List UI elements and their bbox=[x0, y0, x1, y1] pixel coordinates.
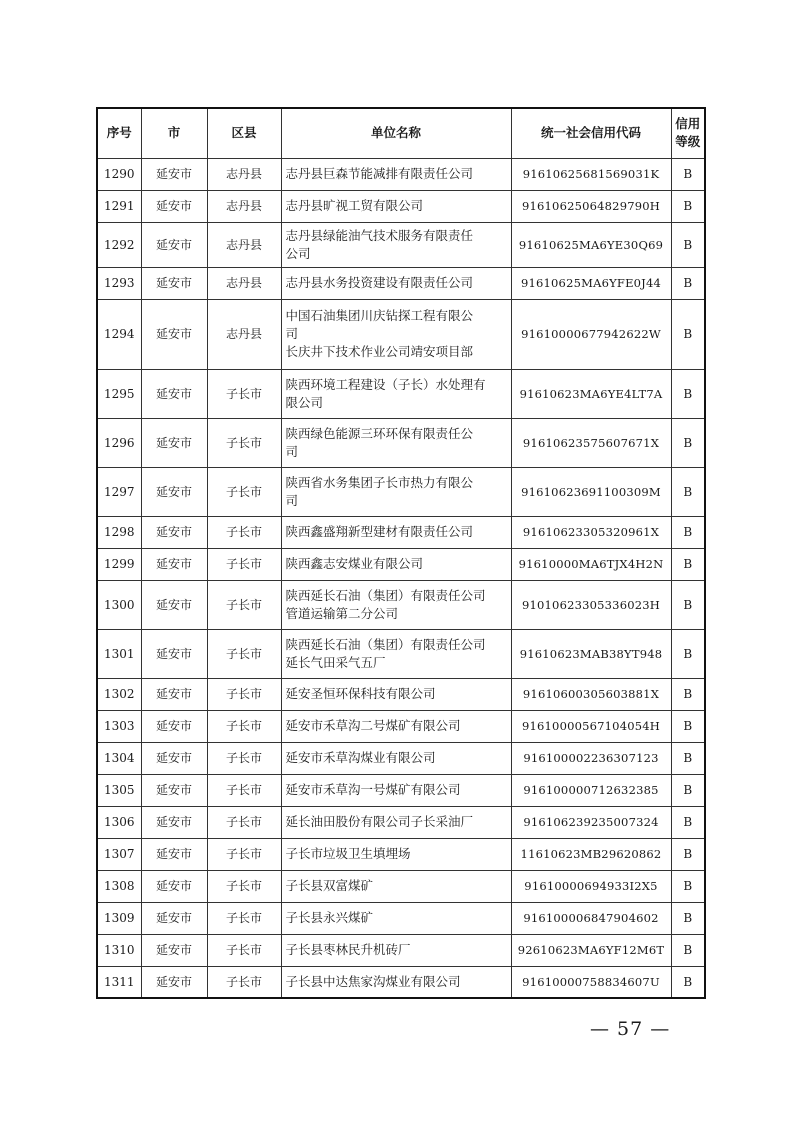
cell-credit-code: 916106239235007324 bbox=[511, 806, 671, 838]
cell-county: 子长市 bbox=[207, 774, 281, 806]
cell-city: 延安市 bbox=[141, 629, 207, 678]
cell-credit-grade: B bbox=[671, 902, 705, 934]
cell-city: 延安市 bbox=[141, 710, 207, 742]
cell-credit-code: 91010623305336023H bbox=[511, 580, 671, 629]
cell-unit-name bbox=[281, 710, 511, 742]
unit-name-line: 限公司 bbox=[285, 394, 324, 410]
cell-credit-grade: B bbox=[671, 516, 705, 548]
unit-name-line: 子长县双富煤矿 bbox=[285, 878, 374, 893]
cell-serial-number: 1297 bbox=[97, 467, 141, 516]
cell-county: 志丹县 bbox=[207, 299, 281, 369]
cell-credit-grade: B bbox=[671, 629, 705, 678]
unit-name-line: 公司 bbox=[285, 245, 311, 261]
cell-unit-name bbox=[281, 580, 511, 629]
cell-unit-name bbox=[281, 516, 511, 548]
cell-unit-name bbox=[281, 678, 511, 710]
cell-serial-number: 1292 bbox=[97, 222, 141, 267]
unit-name-line: 管道运输第二分公司 bbox=[285, 605, 399, 621]
cell-credit-grade: B bbox=[671, 418, 705, 467]
header-credit-grade bbox=[671, 108, 705, 158]
cell-unit-name bbox=[281, 838, 511, 870]
cell-credit-code: 11610623MB29620862 bbox=[511, 838, 671, 870]
cell-serial-number: 1290 bbox=[97, 158, 141, 190]
cell-credit-code: 91610625MA6YFE0J44 bbox=[511, 267, 671, 299]
cell-serial-number: 1296 bbox=[97, 418, 141, 467]
table-row bbox=[97, 629, 705, 678]
cell-city: 延安市 bbox=[141, 678, 207, 710]
cell-serial-number: 1294 bbox=[97, 299, 141, 369]
cell-city: 延安市 bbox=[141, 902, 207, 934]
cell-unit-name bbox=[281, 369, 511, 418]
table-row bbox=[97, 467, 705, 516]
cell-county: 子长市 bbox=[207, 934, 281, 966]
cell-city: 延安市 bbox=[141, 222, 207, 267]
cell-credit-code: 92610623MA6YF12M6T bbox=[511, 934, 671, 966]
cell-city: 延安市 bbox=[141, 742, 207, 774]
unit-name-line: 中国石油集团川庆钻探工程有限公 bbox=[285, 308, 474, 323]
cell-credit-code: 91610623305320961X bbox=[511, 516, 671, 548]
cell-credit-grade: B bbox=[671, 580, 705, 629]
unit-name-line: 子长县中达焦家沟煤业有限公司 bbox=[285, 973, 461, 989]
cell-city: 延安市 bbox=[141, 516, 207, 548]
unit-name-line: 延安市禾草沟煤业有限公司 bbox=[285, 750, 436, 765]
cell-unit-name bbox=[281, 158, 511, 190]
header-county: 区县 bbox=[207, 108, 281, 158]
cell-credit-code: 91610600305603881X bbox=[511, 678, 671, 710]
table-row bbox=[97, 870, 705, 902]
cell-unit-name bbox=[281, 418, 511, 467]
cell-serial-number: 1300 bbox=[97, 580, 141, 629]
cell-county: 子长市 bbox=[207, 710, 281, 742]
unit-name-line: 长庆井下技术作业公司靖安项目部 bbox=[285, 344, 474, 359]
cell-city: 延安市 bbox=[141, 806, 207, 838]
table-row bbox=[97, 418, 705, 467]
cell-county: 子长市 bbox=[207, 467, 281, 516]
cell-city: 延安市 bbox=[141, 158, 207, 190]
unit-name-line: 子长市垃圾卫生填埋场 bbox=[285, 846, 411, 861]
cell-unit-name bbox=[281, 870, 511, 902]
cell-county: 志丹县 bbox=[207, 267, 281, 299]
unit-name-line: 志丹县旷视工贸有限公司 bbox=[285, 198, 424, 213]
cell-serial-number: 1307 bbox=[97, 838, 141, 870]
unit-name-line: 志丹县水务投资建设有限责任公司 bbox=[285, 275, 474, 290]
cell-serial-number: 1309 bbox=[97, 902, 141, 934]
cell-serial-number: 1301 bbox=[97, 629, 141, 678]
cell-credit-grade: B bbox=[671, 548, 705, 580]
cell-unit-name bbox=[281, 806, 511, 838]
cell-county: 子长市 bbox=[207, 902, 281, 934]
unit-name-line: 司 bbox=[285, 326, 299, 341]
cell-credit-grade: B bbox=[671, 742, 705, 774]
cell-city: 延安市 bbox=[141, 580, 207, 629]
cell-serial-number: 1299 bbox=[97, 548, 141, 580]
table-row bbox=[97, 580, 705, 629]
cell-serial-number: 1308 bbox=[97, 870, 141, 902]
cell-serial-number: 1304 bbox=[97, 742, 141, 774]
table-row bbox=[97, 158, 705, 190]
cell-credit-code: 91610000MA6TJX4H2N bbox=[511, 548, 671, 580]
cell-credit-code: 916100002236307123 bbox=[511, 742, 671, 774]
table-row bbox=[97, 369, 705, 418]
table-row bbox=[97, 299, 705, 369]
cell-credit-code: 91610625681569031K bbox=[511, 158, 671, 190]
cell-credit-grade: B bbox=[671, 966, 705, 998]
cell-county: 子长市 bbox=[207, 629, 281, 678]
table-row bbox=[97, 516, 705, 548]
table-row bbox=[97, 190, 705, 222]
cell-credit-code: 91610623691100309M bbox=[511, 467, 671, 516]
cell-unit-name bbox=[281, 190, 511, 222]
cell-unit-name bbox=[281, 902, 511, 934]
cell-city: 延安市 bbox=[141, 369, 207, 418]
table-header-row bbox=[97, 108, 705, 158]
cell-credit-code: 91610625MA6YE30Q69 bbox=[511, 222, 671, 267]
cell-credit-grade: B bbox=[671, 190, 705, 222]
cell-unit-name bbox=[281, 774, 511, 806]
unit-name-line: 延安市禾草沟一号煤矿有限公司 bbox=[285, 782, 461, 797]
cell-city: 延安市 bbox=[141, 966, 207, 998]
cell-city: 延安市 bbox=[141, 190, 207, 222]
cell-county: 子长市 bbox=[207, 678, 281, 710]
unit-name-line: 志丹县绿能油气技术服务有限责任 bbox=[285, 227, 474, 243]
cell-city: 延安市 bbox=[141, 934, 207, 966]
unit-name-line: 志丹县巨森节能减排有限责任公司 bbox=[285, 166, 474, 181]
cell-unit-name bbox=[281, 222, 511, 267]
cell-serial-number: 1306 bbox=[97, 806, 141, 838]
cell-city: 延安市 bbox=[141, 418, 207, 467]
cell-credit-code: 91610623575607671X bbox=[511, 418, 671, 467]
cell-county: 子长市 bbox=[207, 418, 281, 467]
unit-name-line: 陕西绿色能源三环环保有限责任公 bbox=[285, 425, 474, 441]
table-row bbox=[97, 742, 705, 774]
cell-county: 志丹县 bbox=[207, 190, 281, 222]
cell-credit-code: 916100000712632385 bbox=[511, 774, 671, 806]
header-city: 市 bbox=[141, 108, 207, 158]
cell-credit-grade: B bbox=[671, 678, 705, 710]
cell-credit-code: 916100006847904602 bbox=[511, 902, 671, 934]
cell-county: 志丹县 bbox=[207, 158, 281, 190]
cell-city: 延安市 bbox=[141, 838, 207, 870]
header-credit-grade-line1: 信用 bbox=[675, 116, 701, 132]
cell-credit-grade: B bbox=[671, 838, 705, 870]
cell-serial-number: 1303 bbox=[97, 710, 141, 742]
cell-serial-number: 1298 bbox=[97, 516, 141, 548]
table-row bbox=[97, 267, 705, 299]
table-row bbox=[97, 678, 705, 710]
unit-name-line: 延长油田股份有限公司子长采油厂 bbox=[285, 814, 474, 829]
unit-name-line: 陕西延长石油（集团）有限责任公司 bbox=[285, 587, 486, 603]
cell-credit-code: 91610000567104054H bbox=[511, 710, 671, 742]
cell-credit-grade: B bbox=[671, 299, 705, 369]
credit-rating-table bbox=[96, 107, 706, 999]
unit-name-line: 陕西鑫志安煤业有限公司 bbox=[285, 556, 424, 571]
cell-credit-code: 91610000758834607U bbox=[511, 966, 671, 998]
header-unit-name: 单位名称 bbox=[281, 108, 511, 158]
cell-credit-grade: B bbox=[671, 369, 705, 418]
cell-credit-code: 91610000694933I2X5 bbox=[511, 870, 671, 902]
header-credit-code: 统一社会信用代码 bbox=[511, 108, 671, 158]
cell-serial-number: 1291 bbox=[97, 190, 141, 222]
cell-serial-number: 1311 bbox=[97, 966, 141, 998]
table-row bbox=[97, 934, 705, 966]
cell-county: 子长市 bbox=[207, 580, 281, 629]
cell-credit-grade: B bbox=[671, 774, 705, 806]
cell-city: 延安市 bbox=[141, 299, 207, 369]
cell-unit-name bbox=[281, 299, 511, 369]
cell-credit-grade: B bbox=[671, 222, 705, 267]
cell-unit-name bbox=[281, 267, 511, 299]
table-body bbox=[97, 158, 705, 998]
cell-county: 子长市 bbox=[207, 966, 281, 998]
unit-name-line: 子长县永兴煤矿 bbox=[285, 910, 374, 925]
cell-county: 子长市 bbox=[207, 548, 281, 580]
cell-county: 子长市 bbox=[207, 516, 281, 548]
cell-credit-grade: B bbox=[671, 710, 705, 742]
unit-name-line: 延安市禾草沟二号煤矿有限公司 bbox=[285, 718, 461, 733]
table-row bbox=[97, 710, 705, 742]
unit-name-line: 延安圣恒环保科技有限公司 bbox=[285, 686, 436, 701]
cell-credit-code: 91610623MAB38YT948 bbox=[511, 629, 671, 678]
unit-name-line: 陕西延长石油（集团）有限责任公司 bbox=[285, 636, 486, 652]
cell-credit-grade: B bbox=[671, 267, 705, 299]
page-number: — 57 — bbox=[590, 1018, 671, 1040]
table-row bbox=[97, 902, 705, 934]
cell-unit-name bbox=[281, 742, 511, 774]
cell-credit-code: 91610000677942622W bbox=[511, 299, 671, 369]
cell-credit-grade: B bbox=[671, 806, 705, 838]
cell-county: 子长市 bbox=[207, 369, 281, 418]
unit-name-line: 司 bbox=[285, 492, 299, 508]
unit-name-line: 陕西环境工程建设（子长）水处理有 bbox=[285, 376, 486, 392]
unit-name-line: 司 bbox=[285, 443, 299, 459]
cell-credit-grade: B bbox=[671, 870, 705, 902]
cell-county: 志丹县 bbox=[207, 222, 281, 267]
unit-name-line: 陕西鑫盛翔新型建材有限责任公司 bbox=[285, 524, 474, 539]
cell-county: 子长市 bbox=[207, 870, 281, 902]
table-row bbox=[97, 774, 705, 806]
cell-credit-code: 91610623MA6YE4LT7A bbox=[511, 369, 671, 418]
cell-unit-name bbox=[281, 966, 511, 998]
cell-serial-number: 1305 bbox=[97, 774, 141, 806]
unit-name-line: 延长气田采气五厂 bbox=[285, 654, 386, 670]
table-row bbox=[97, 806, 705, 838]
cell-county: 子长市 bbox=[207, 742, 281, 774]
table-row bbox=[97, 838, 705, 870]
cell-unit-name bbox=[281, 467, 511, 516]
cell-serial-number: 1310 bbox=[97, 934, 141, 966]
table-row bbox=[97, 222, 705, 267]
cell-city: 延安市 bbox=[141, 548, 207, 580]
cell-unit-name bbox=[281, 548, 511, 580]
cell-city: 延安市 bbox=[141, 467, 207, 516]
cell-county: 子长市 bbox=[207, 838, 281, 870]
cell-city: 延安市 bbox=[141, 774, 207, 806]
table-row bbox=[97, 966, 705, 998]
unit-name-line: 子长县枣林民升机砖厂 bbox=[285, 942, 411, 957]
cell-credit-grade: B bbox=[671, 467, 705, 516]
unit-name-line: 陕西省水务集团子长市热力有限公 bbox=[285, 474, 474, 490]
cell-serial-number: 1302 bbox=[97, 678, 141, 710]
header-serial-number: 序号 bbox=[97, 108, 141, 158]
cell-serial-number: 1293 bbox=[97, 267, 141, 299]
cell-city: 延安市 bbox=[141, 267, 207, 299]
cell-credit-grade: B bbox=[671, 158, 705, 190]
cell-serial-number: 1295 bbox=[97, 369, 141, 418]
cell-county: 子长市 bbox=[207, 806, 281, 838]
cell-city: 延安市 bbox=[141, 870, 207, 902]
cell-unit-name bbox=[281, 934, 511, 966]
header-credit-grade-line2: 等级 bbox=[675, 134, 701, 150]
table-row bbox=[97, 548, 705, 580]
cell-credit-grade: B bbox=[671, 934, 705, 966]
cell-credit-code: 91610625064829790H bbox=[511, 190, 671, 222]
cell-unit-name bbox=[281, 629, 511, 678]
